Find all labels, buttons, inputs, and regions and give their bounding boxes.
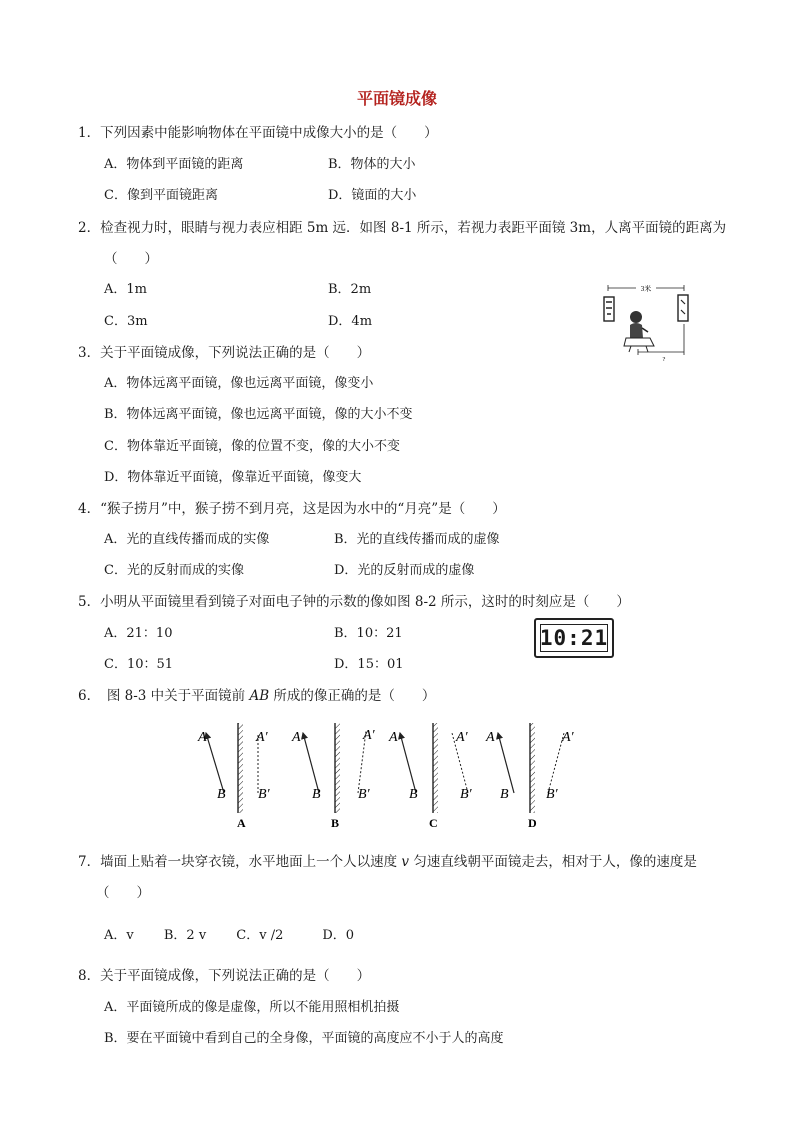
q3-stem: 3．关于平面镜成像，下列说法正确的是（ ） (78, 345, 371, 361)
q2-stem: 2．检查视力时，眼睛与视力表应相距 5m 远．如图 8-1 所示，若视力表距平面镜 3m，人离平面镜的距离为 (78, 220, 727, 236)
svg-text:A′: A′ (256, 730, 268, 745)
q7-options: A．v B．2 v C．v /2 D．0 (104, 928, 355, 943)
q8-option-a: A．平面镜所成的像是虚像，所以不能用照相机拍摄 (104, 1000, 400, 1015)
svg-text:B: B (331, 816, 340, 830)
svg-text:A: A (198, 730, 207, 745)
q3-option-c: C．物体靠近平面镜，像的位置不变，像的大小不变 (104, 439, 400, 454)
q6-stem: 6． 图 8-3 中关于平面镜前 AB 所成的像正确的是（ ） (78, 688, 436, 704)
svg-text:B: B (217, 787, 226, 802)
q3-option-b: B．物体远离平面镜，像也远离平面镜，像的大小不变 (104, 407, 413, 422)
q2-option-b: B．2m (328, 282, 372, 297)
q2-option-a: A．1m (104, 282, 147, 297)
q5-option-c: C．10：51 (104, 657, 174, 672)
svg-text:B′: B′ (460, 787, 472, 802)
fig1-label-3m: 3米 (640, 285, 652, 293)
q4-option-b: B．光的直线传播而成的虚像 (334, 532, 500, 547)
svg-text:A′: A′ (562, 730, 574, 745)
q6-ab: AB (249, 688, 270, 704)
svg-text:A: A (389, 730, 398, 745)
q1-option-a: A．物体到平面镜的距离 (104, 157, 244, 172)
q3-option-a: A．物体远离平面镜，像也远离平面镜，像变小 (104, 376, 374, 391)
svg-text:B: B (312, 787, 321, 802)
q1-stem: 1．下列因素中能影响物体在平面镜中成像大小的是（ ） (78, 125, 438, 141)
figure-mirror-options (190, 715, 590, 835)
svg-text:A′: A′ (363, 728, 375, 743)
figure-digital-clock (534, 618, 614, 658)
svg-text:B′: B′ (546, 787, 558, 802)
q2-option-c: C．3m (104, 314, 148, 329)
fig3-option-c (388, 723, 473, 830)
fig1-label-unknown: ? (662, 356, 666, 363)
svg-text:D: D (528, 816, 537, 830)
q4-option-c: C．光的反射而成的实像 (104, 563, 244, 578)
svg-text:B: B (409, 787, 418, 802)
q4-option-a: A．光的直线传播而成的实像 (104, 532, 270, 547)
svg-text:B: B (500, 787, 509, 802)
q5-option-b: B．10：21 (334, 626, 403, 641)
q4-stem: 4．“猴子捞月”中，猴子捞不到月亮，这是因为水中的“月亮”是（ ） (78, 501, 506, 517)
q7-stem: 7．墙面上贴着一块穿衣镜，水平地面上一个人以速度 v 匀速直线朝平面镜走去，相对于人，像的速度是 (78, 854, 697, 870)
fig3-option-d (485, 723, 575, 830)
q5-option-d: D．15：01 (334, 657, 404, 672)
q8-option-b: B．要在平面镜中看到自己的全身像，平面镜的高度应不小于人的高度 (104, 1031, 504, 1046)
figure-eye-chart-mirror (598, 280, 692, 364)
svg-text:A: A (292, 730, 301, 745)
svg-text:B′: B′ (358, 787, 370, 802)
clock-display (540, 624, 608, 652)
svg-text:B′: B′ (258, 787, 270, 802)
page-title: 平面镜成像 (356, 89, 437, 108)
q5-option-a: A．21：10 (104, 626, 173, 641)
q1-option-c: C．像到平面镜距离 (104, 188, 218, 203)
q4-option-d: D．光的反射而成的虚像 (334, 563, 475, 578)
q5-stem: 5．小明从平面镜里看到镜子对面电子钟的示数的像如图 8-2 所示，这时的时刻应是（ ） (78, 594, 630, 610)
q1-option-b: B．物体的大小 (328, 157, 416, 172)
q1-option-d: D．镜面的大小 (328, 188, 417, 203)
q7-v: v (401, 854, 410, 870)
clock-digits: 10:21 (539, 625, 609, 650)
fig3-option-a (197, 723, 271, 830)
svg-text:A: A (237, 816, 246, 830)
svg-text:A: A (486, 730, 495, 745)
q2-option-d: D．4m (328, 314, 373, 329)
q3-option-d: D．物体靠近平面镜，像靠近平面镜，像变大 (104, 470, 362, 485)
q7-stem-paren: （ ） (96, 885, 150, 901)
q8-stem: 8．关于平面镜成像，下列说法正确的是（ ） (78, 968, 371, 984)
svg-text:A′: A′ (456, 730, 468, 745)
svg-text:C: C (429, 816, 438, 830)
fig3-option-b (291, 723, 376, 830)
q2-stem-paren: （ ） (104, 251, 158, 267)
